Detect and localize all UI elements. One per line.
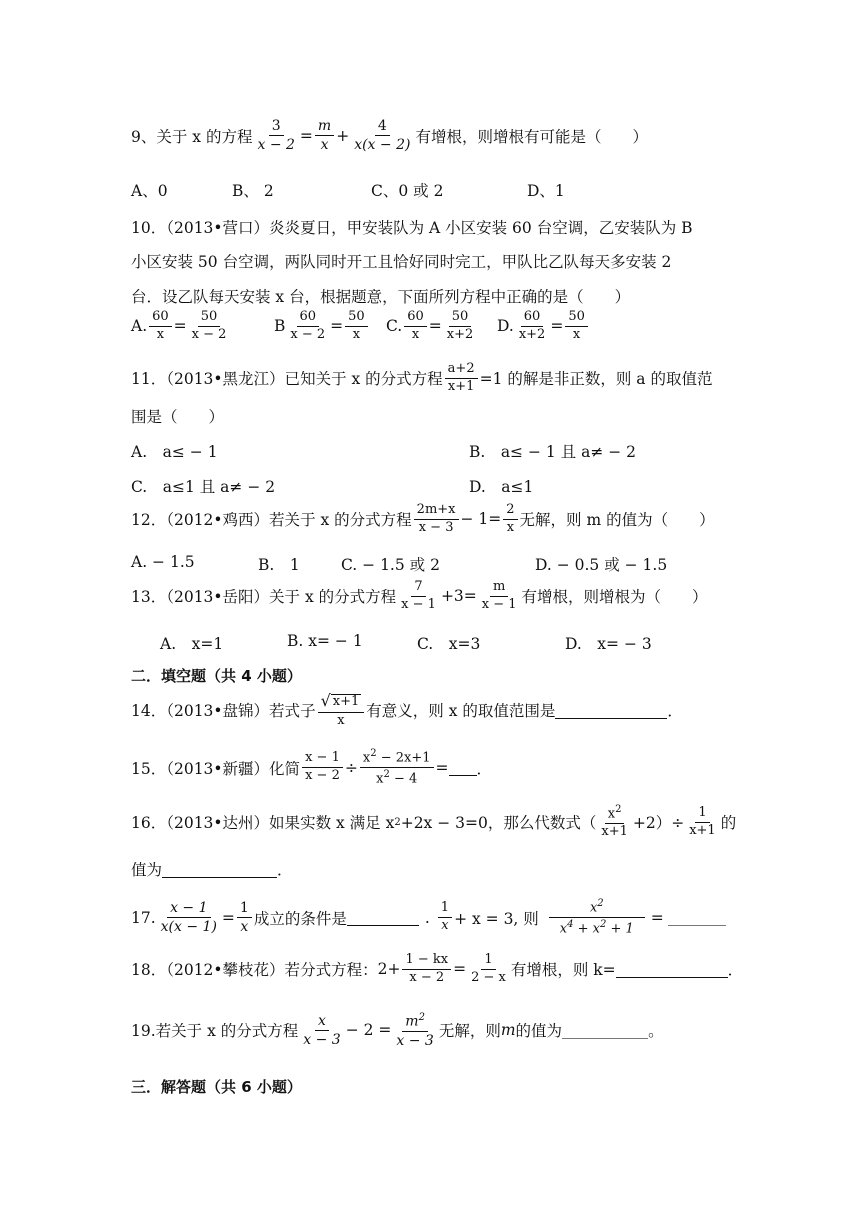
q17-answer-blank-2[interactable]	[668, 909, 726, 926]
q9-option-c: C、0 或 2	[371, 182, 444, 200]
q12-option-d: D. − 0.5 或 − 1.5	[535, 556, 668, 574]
q11-option-d: D. a≤1	[469, 478, 534, 496]
q16-fraction-1: $\frac{x^2}{x+1}$	[601, 804, 628, 840]
q16-answer-blank[interactable]	[162, 861, 277, 878]
q9-fraction-2: $\frac{m}{x}$	[315, 118, 334, 153]
question-9: 9、关于 x 的方程 $\frac{3}{x - 2}$ = $\frac{m}{x}$ + $\frac{4}{x(x - 2)}$ 有增根，则增根有可能是（ ）	[131, 118, 648, 154]
q9-option-b: B、 2	[232, 182, 274, 200]
q12-option-c: C. − 1.5 或 2	[341, 556, 440, 574]
q13-fraction-2: $\frac{m}{x - 1}$	[481, 579, 517, 612]
q12-option-a: A. − 1.5	[131, 553, 195, 571]
q14-answer-blank[interactable]	[555, 702, 667, 719]
q17-fraction-3: $\frac{1}{x}$	[438, 901, 452, 934]
q11-option-c: C. a≤1 且 a≠ − 2	[131, 478, 276, 496]
q9-fraction-3: $\frac{4}{x(x - 2)}$	[354, 118, 411, 154]
q11-line-2: 围是（ ）	[131, 408, 225, 426]
question-12: 12．（2012•鸡西）若关于 x 的分式方程 $\frac{2m+x}{x - 3}$ − 1= $\frac{2}{x}$ 无解，则 m 的值为（ ）	[131, 502, 715, 535]
q10-options	[131, 310, 590, 343]
q10-option-d: D. $\frac{60}{x+2}$ = $\frac{50}{x}$	[497, 310, 590, 343]
q11-option-b: B. a≤ − 1 且 a≠ − 2	[469, 443, 637, 461]
q12-fraction-1: $\frac{2m+x}{x - 3}$	[414, 503, 459, 536]
q15-fraction-1: $\frac{x - 1}{x - 2}$	[302, 751, 343, 784]
q19-fraction-2: $\frac{m^2}{x - 3}$	[396, 1012, 434, 1049]
q16-line-2: 值为 ．	[131, 861, 293, 879]
question-11: 11．（2013•黑龙江）已知关于 x 的分式方程 $\frac{a+2}{x+1}$ =1 的解是非正数，则 a 的取值范	[131, 361, 713, 394]
question-19: 19.若关于 x 的分式方程 $\frac{x}{x - 3}$ − 2 = $\frac{m^2}{x - 3}$ 无解，则 m 的值为 。	[131, 1012, 664, 1049]
q16-fraction-2: $\frac{1}{x+1}$	[689, 804, 716, 838]
q9-stem: 9、关于 x 的方程	[131, 127, 253, 146]
q14-fraction: √ x+1 x	[318, 692, 365, 729]
q10-option-a: A. $\frac{60}{x}$ = $\frac{50}{x - 2}$	[131, 309, 227, 342]
q17-fraction-2: $\frac{1}{x}$	[237, 900, 252, 935]
q10-option-b: B $\frac{60}{x - 2}$ = $\frac{50}{x}$	[274, 310, 386, 343]
q10-option-c: C. $\frac{60}{x}$ = $\frac{50}{x+2}$	[386, 309, 474, 342]
q18-fraction-2: $\frac{1}{2 - x}$	[471, 952, 506, 985]
q10-line-1: 10．（2013•营口）炎炎夏日，甲安装队为 A 小区安装 60 台空调，乙安装队为 B	[131, 219, 693, 237]
question-18: 18．（2012•攀枝花）若分式方程： 2+ $\frac{1 - kx}{x - 2}$ = $\frac{1}{2 - x}$ 有增根，则 k= ．	[131, 952, 744, 985]
q13-option-c: C. x=3	[417, 635, 481, 653]
question-13: 13．（2013•岳阳）关于 x 的分式方程 $\frac{7}{x - 1}$ +3= $\frac{m}{x - 1}$ 有增根，则增根为（ ）	[131, 579, 708, 612]
q11-option-a: A. a≤ − 1	[131, 443, 218, 461]
question-14: 14．（2013•盘锦）若式子 √ x+1 x 有意义，则 x 的取值范围是 ．	[131, 691, 683, 728]
question-17: 17. $\frac{x - 1}{x(x - 1)}$ = $\frac{1}{x}$ 成立的条件是 . $\frac{1}{x}$ + x = 3, 则 $\frac{x^2}{x^4 + x^2 + 1}$ =	[131, 898, 726, 938]
q11-fraction: $\frac{a+2}{x+1}$	[445, 362, 478, 395]
question-15: 15．（2013•新疆）化简 $\frac{x - 1}{x - 2}$ ÷ $\frac{x^2 - 2x+1}{x^2 - 4}$ = ．	[131, 748, 493, 787]
q19-answer-blank[interactable]	[562, 1022, 648, 1039]
q18-answer-blank[interactable]	[616, 961, 728, 978]
q15-answer-blank[interactable]	[449, 759, 477, 776]
q13-fraction-1: $\frac{7}{x - 1}$	[401, 579, 436, 612]
question-16: 16．（2013•达州）如果实数 x 满足 x 2 +2x − 3=0，那么代数式（ $\frac{x^2}{x+1}$ +2）÷ $\frac{1}{x+1}$ 的	[131, 804, 737, 840]
q12-fraction-2: $\frac{2}{x}$	[503, 503, 517, 536]
section-fill-in-title: 二．填空题（共 4 小题）	[131, 667, 302, 685]
section-solve-title: 三．解答题（共 6 小题）	[131, 1078, 302, 1096]
q9-fraction-1: $\frac{3}{x - 2}$	[257, 118, 295, 154]
q15-fraction-2: $\frac{x^2 - 2x+1}{x^2 - 4}$	[360, 748, 434, 788]
q17-fraction-1: $\frac{x - 1}{x(x - 1)}$	[160, 900, 217, 936]
q17-fraction-4: $\frac{x^2}{x^4 + x^2 + 1}$	[549, 898, 645, 938]
q19-fraction-1: $\frac{x}{x - 3}$	[303, 1012, 341, 1048]
q9-option-d: D、1	[527, 182, 565, 200]
sqrt-symbol: √ x+1	[320, 691, 360, 710]
q12-option-b: B. 1	[258, 556, 300, 574]
q10-line-3: 台．设乙队每天安装 x 台，根据题意，下面所列方程中正确的是（ ）	[131, 288, 631, 306]
q17-answer-blank-1[interactable]	[347, 909, 419, 926]
q10-line-2: 小区安装 50 台空调，两队同时开工且恰好同时完工，甲队比乙队每天多安装 2	[131, 253, 672, 271]
q9-option-a: A、0	[131, 182, 168, 200]
q18-fraction-1: $\frac{1 - kx}{x - 2}$	[402, 953, 451, 986]
q13-option-d: D. x= − 3	[565, 635, 652, 653]
q13-option-b: B. x= − 1	[287, 632, 363, 650]
q13-option-a: A. x=1	[160, 635, 224, 653]
q9-tail: 有增根，则增根有可能是（ ）	[415, 127, 648, 146]
